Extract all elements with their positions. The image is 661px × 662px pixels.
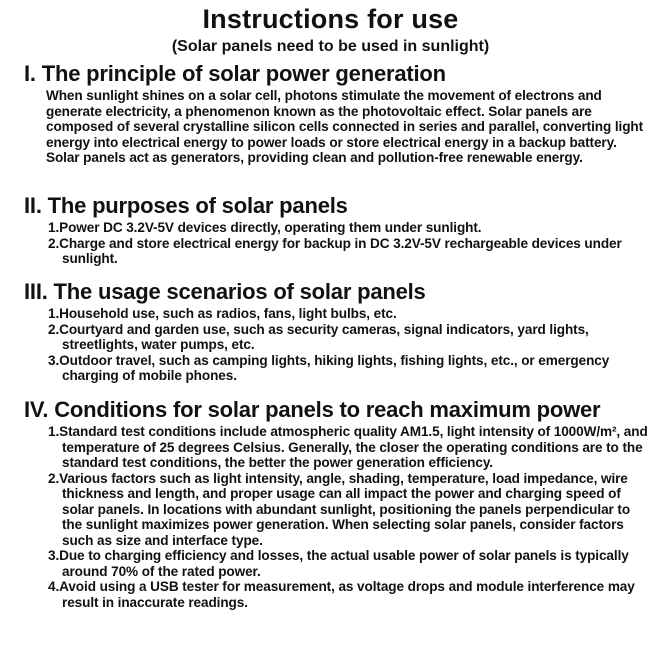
page-subtitle: (Solar panels need to be used in sunlight) [171,38,490,55]
list-item: 3.Outdoor travel, such as camping lights, hiking lights, fishing lights, etc., or emergency charging of mobile phones. [48,352,610,383]
section-heading: III. The usage scenarios of solar panels [24,279,426,304]
page-title: Instructions for use [202,4,459,34]
section-heading: IV. Conditions for solar panels to reach maximum power [24,397,601,422]
section-usage-scenarios [24,280,649,384]
list-item: 1.Household use, such as radios, fans, light bulbs, etc. [48,306,397,321]
list-item: 2.Various factors such as light intensity, angle, shading, temperature, load impedance, wire thickness and length, and proper usage can all impact the power and charging speed of solar panels. In locations with abundant sunlight, positioning the panels perpendicular to the sunlight maximizes power generation. When selecting solar panels, consider factors such as size and interface type. [48,470,631,548]
section-heading: I. The principle of solar power generation [24,61,446,86]
section-heading: II. The purposes of solar panels [24,193,348,218]
list-item: 1.Power DC 3.2V-5V devices directly, operating them under sunlight. [48,220,482,235]
list-item: 2.Courtyard and garden use, such as security cameras, signal indicators, yard lights, streetlights, water pumps, etc. [48,321,589,352]
list-item: 1.Standard test conditions include atmospheric quality AM1.5, light intensity of 1000W/m², and temperature of 25 degrees Celsius. Generally, the closer the operating conditions are to the standard test conditions, the better the power generation efficiency. [48,424,648,470]
section-max-power-conditions [24,398,649,610]
section-principle [24,62,649,166]
list-item: 2.Charge and store electrical energy for backup in DC 3.2V-5V rechargeable devices under sunlight. [48,235,622,266]
conditions-list [48,424,649,610]
section-purposes [24,194,649,267]
list-item: 4.Avoid using a USB tester for measurement, as voltage drops and module interference may result in inaccurate readings. [48,579,635,610]
purposes-list [48,220,649,267]
usage-list [48,306,649,384]
section-paragraph: When sunlight shines on a solar cell, photons stimulate the movement of electrons and generate electricity, a phenomenon known as the photovoltaic effect. Solar panels are composed of several crystalline silicon cells connected in series and parallel, converting light energy into electrical energy to power loads or store electrical energy in a backup battery. Solar panels act as generators, providing clean and pollution-free renewable energy. [46,88,644,165]
list-item: 3.Due to charging efficiency and losses, the actual usable power of solar panels is typically around 70% of the rated power. [48,548,629,579]
